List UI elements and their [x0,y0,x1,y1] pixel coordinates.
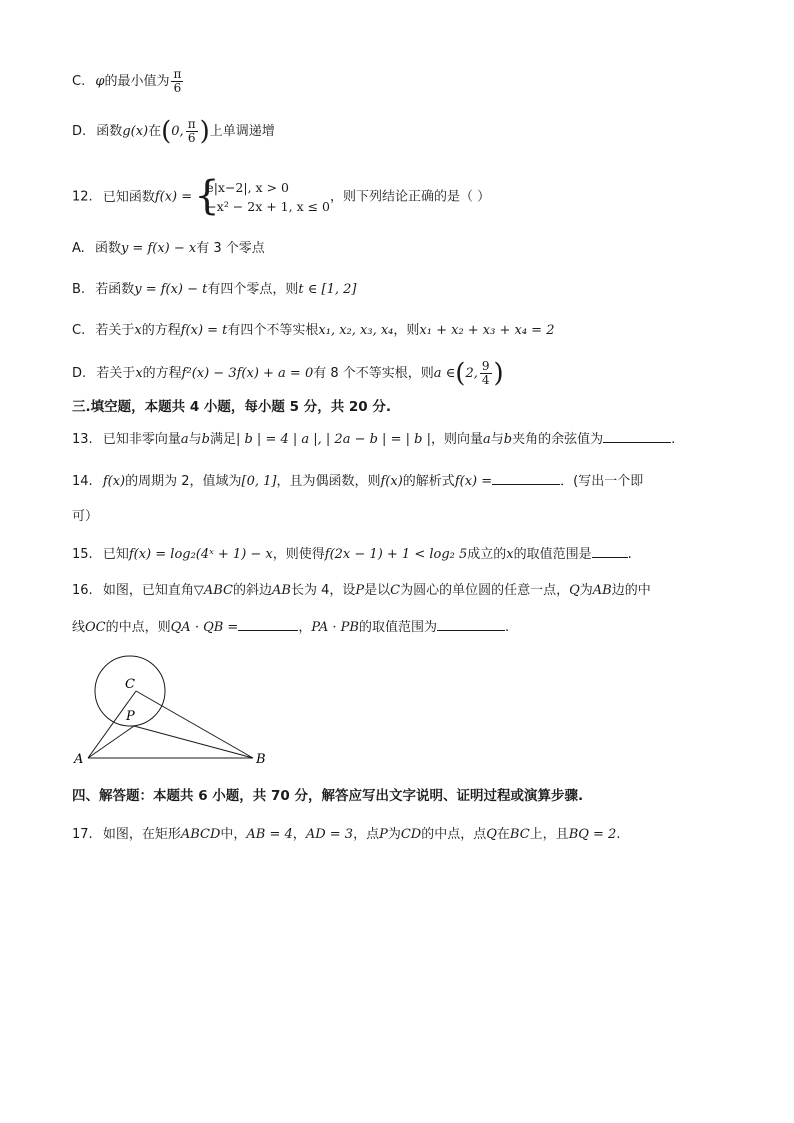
math-expr: | b | = 4 | a |, | 2a − b | = | b | [235,432,431,447]
label-b: B [256,752,266,767]
question-17 [72,826,620,844]
math-expr: f²(x) − 3f(x) + a = 0 [181,366,314,381]
math-expr: t ∈ [1, 2] [298,282,357,297]
variable: x [506,547,514,562]
math-expr: PA · PB [311,620,359,635]
vector-a: a [180,432,189,447]
option-text: 的方程 [141,323,181,338]
option-text: 的方程 [142,366,182,381]
point-expr: P [379,827,388,842]
piecewise-case-2: −x² − 2x + 1, x ≤ 0 [206,199,330,214]
vector-a: a [482,432,491,447]
variable: φ [95,74,105,89]
question-text: 为 [579,583,593,598]
fraction-numerator: π [187,117,196,131]
point-expr: P [355,583,365,598]
variable: x [134,323,142,338]
piecewise-case-1: e|x−2|, x > 0 [206,180,289,195]
option-12b [72,281,356,299]
question-text: 已知 [102,547,129,562]
fraction [480,360,492,387]
function-expr: f(x) [102,474,126,489]
question-text: . [627,547,632,562]
option-label: D. [72,366,87,381]
geometry-figure [70,650,280,770]
question-14 [72,472,643,491]
question-text: . [671,432,676,447]
question-number: 15. [72,547,93,562]
label-a: A [74,752,84,767]
fraction-numerator: 9 [481,359,490,373]
function-expr: f(x) = [454,474,493,489]
question-text: 是以 [364,583,391,598]
segment-pb [134,726,253,758]
question-text: 已知非零向量 [102,432,181,447]
fraction-denominator: 4 [481,373,490,387]
variable: x [135,366,143,381]
question-12 [72,173,491,219]
point-expr: Q [569,583,580,598]
question-text: 线 [72,620,86,635]
option-text: 若函数 [95,282,135,297]
option-text: 的最小值为 [104,74,170,89]
question-text: 上，且 [529,827,569,842]
piecewise-function: { e|x−2|, x > 0 −x² − 2x + 1, x ≤ 0 [194,173,330,219]
option-label: C. [72,323,86,338]
question-text: 在 [496,827,510,842]
label-c: C [125,677,135,692]
option-text: 若关于 [96,366,136,381]
question-text: ，则下列结论正确的是（ ） [330,189,491,205]
segment-expr: BC [509,827,530,842]
math-expr: y = f(x) − t [134,282,208,297]
option-label: C. [72,74,86,89]
option-11c [72,68,185,95]
question-number: 12. [72,189,93,205]
question-text: ，则使得 [272,547,325,562]
fraction [171,68,183,95]
fraction [186,118,198,145]
math-expr: [0, 1] [241,474,277,489]
option-label: A. [72,241,85,256]
option-text: 在 [148,124,162,139]
segment-pa [88,726,134,758]
answer-blank[interactable] [238,618,298,631]
question-text: 与 [490,432,504,447]
fraction-denominator: 6 [187,131,196,145]
question-text: 的取值范围为 [358,620,437,635]
question-number: 14. [72,474,93,489]
segment-expr: AB [592,583,612,598]
answer-blank[interactable] [603,430,671,443]
question-text: 满足 [209,432,236,447]
fraction-numerator: π [173,67,182,81]
option-text: 有四个不等实根 [227,323,319,338]
question-number: 17. [72,827,93,842]
question-text: ，则向量 [430,432,483,447]
question-text: ，点 [353,827,380,842]
question-text: ．(写出一个即 [560,474,644,489]
math-expr: AD = 3 [305,827,354,842]
math-expr: f(2x − 1) + 1 < log₂ 5 [324,547,468,562]
interval-left: 0, [171,124,184,139]
question-number: 13. [72,432,93,447]
question-15 [72,545,632,564]
option-text: 有 8 个不等实根，则 [313,366,434,381]
segment-expr: OC [85,620,106,635]
option-text: ，则 [393,323,420,338]
math-expr: QA · QB = [170,620,239,635]
question-text: 的取值范围是 [513,547,592,562]
question-text: ， [298,620,312,635]
question-text: ， [292,827,306,842]
question-text: 为圆心的单位圆的任意一点， [400,583,570,598]
rectangle-expr: ABCD [180,827,221,842]
section-heading: 三.填空题，本题共 4 小题，每小题 5 分，共 20 分. [72,399,392,415]
math-expr: BQ = 2 [568,827,617,842]
question-16 [72,582,651,600]
option-12d: D. 若关于x的方程f²(x) − 3f(x) + a = 0有 8 个不等实根，则a ∈(2, $\frac{9}{4}$ ) [72,358,504,389]
question-text: 与 [188,432,202,447]
segment-cb [136,691,253,758]
question-text: 长为 4，设 [290,583,356,598]
math-expr: AB = 4 [246,827,293,842]
question-13 [72,430,675,449]
question-text: . [616,827,621,842]
interval-left: 2, [465,366,478,381]
question-text: 成立的 [467,547,507,562]
function-expr: f(x) = [154,189,193,205]
question-text: 的解析式 [402,474,455,489]
question-text: 的斜边 [232,583,272,598]
option-text: 函数 [94,241,121,256]
math-expr: y = f(x) − x [120,241,197,256]
option-text: 上单调递增 [209,124,275,139]
segment-expr: CD [400,827,422,842]
question-text: 如图，已知直角 [102,583,194,598]
question-number: 16. [72,583,93,598]
answer-blank[interactable] [592,545,628,558]
answer-blank[interactable] [437,618,505,631]
option-11d: D. 函数g(x)在(0, $\frac{\pi}{6}$ )上单调递增 [72,116,275,147]
question-16-line2 [72,618,509,637]
question-text: ，且为偶函数，则 [276,474,381,489]
answer-blank[interactable] [492,472,560,485]
segment-expr: AB [272,583,291,598]
segment-ca [88,691,136,758]
question-text: 的周期为 2，值域为 [125,474,242,489]
point-expr: Q [486,827,497,842]
option-text: 有四个零点，则 [207,282,299,297]
function-expr: g(x) [122,124,149,139]
question-text: 的中点，则 [105,620,171,635]
option-text: 函数 [96,124,123,139]
fraction-denominator: 6 [173,81,182,95]
triangle-expr: ▽ABC [193,583,233,598]
function-expr: f(x) [380,474,403,489]
label-p: P [126,709,135,724]
question-text: 中， [220,827,247,842]
vector-b: b [201,432,210,447]
option-label: B. [72,282,86,297]
question-text: 已知函数 [102,189,155,205]
function-expr: f(x) = log₂(4ˣ + 1) − x [128,547,273,562]
option-12c [72,322,554,340]
question-text: 夹角的余弦值为 [512,432,604,447]
option-12a [72,240,265,258]
question-text: 为 [387,827,401,842]
point-expr: C [390,583,401,598]
option-text: 有 3 个零点 [196,241,265,256]
question-text: 边的中 [611,583,651,598]
option-text: 若关于 [95,323,135,338]
math-expr: a ∈ [433,366,456,381]
math-expr: f(x) = t [180,323,228,338]
option-label: D. [72,124,87,139]
question-text: 的中点，点 [421,827,487,842]
math-expr: x₁, x₂, x₃, x₄ [318,323,394,338]
question-text: 如图，在矩形 [102,827,181,842]
section-heading: 四、解答题：本题共 6 小题，共 70 分，解答应写出文字说明、证明过程或演算步骤. [72,788,584,804]
math-expr: x₁ + x₂ + x₃ + x₄ = 2 [419,323,555,338]
question-text: . [505,620,510,635]
vector-b: b [503,432,513,447]
question-14-wrap: 可） [72,509,99,524]
